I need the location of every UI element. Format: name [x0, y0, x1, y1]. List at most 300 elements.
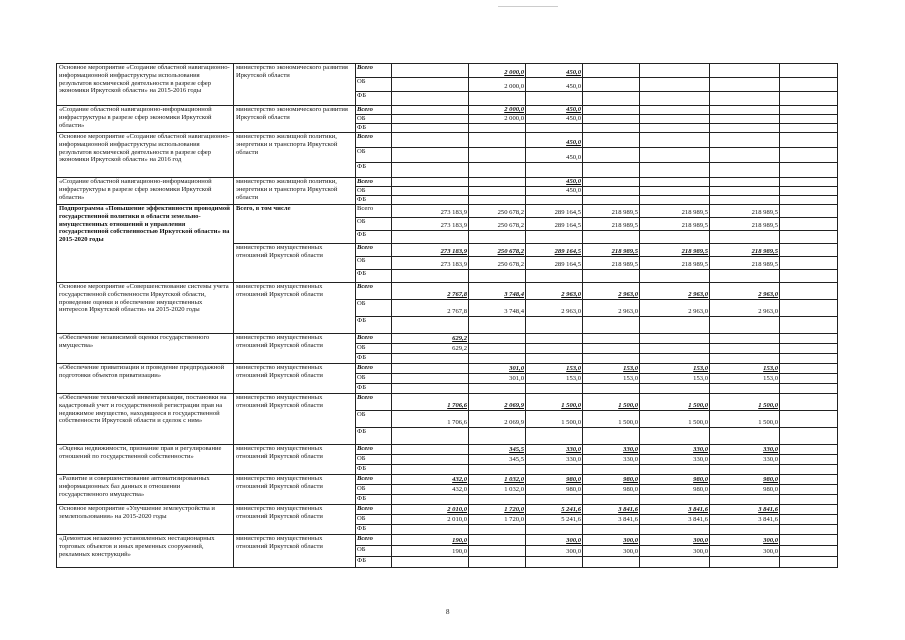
amount-cell [780, 270, 838, 283]
amount-cell [710, 384, 780, 394]
amount-cell [780, 205, 838, 218]
amount-cell [640, 495, 710, 505]
amount-cell [583, 64, 640, 78]
funding-source-cell: ФБ [356, 231, 392, 244]
amount-cell: 300,0 [583, 546, 640, 557]
amount-cell [392, 148, 469, 163]
amount-cell [583, 163, 640, 178]
amount-cell: 153,0 [583, 364, 640, 374]
amount-cell: 450,0 [526, 115, 583, 124]
amount-cell: 153,0 [640, 374, 710, 384]
amount-cell: 218 989,5 [640, 257, 710, 270]
amount-cell [392, 428, 469, 445]
activity-cell: «Оценка недвижимости, признание прав и регулирование отношений по государственной собственности» [57, 445, 234, 475]
amount-cell [469, 231, 526, 244]
amount-cell: 980,0 [710, 475, 780, 485]
amount-cell: 289 164,5 [526, 244, 583, 257]
amount-cell: 330,0 [583, 455, 640, 465]
amount-cell [780, 354, 838, 364]
amount-cell: 3 841,6 [710, 515, 780, 525]
funding-source-cell: ОБ [356, 485, 392, 495]
amount-cell [583, 344, 640, 354]
activity-cell: «Развитие и совершенствование автоматизированных информационных баз данных в отношении государственного имущества» [57, 475, 234, 505]
amount-cell [640, 465, 710, 475]
amount-cell: 980,0 [583, 475, 640, 485]
amount-cell [583, 187, 640, 196]
amount-cell [710, 557, 780, 568]
amount-cell [640, 124, 710, 133]
amount-cell [583, 384, 640, 394]
amount-cell: 450,0 [526, 64, 583, 78]
amount-cell: 980,0 [640, 485, 710, 495]
amount-cell: 5 241,6 [526, 515, 583, 525]
funding-source-cell: ФБ [356, 465, 392, 475]
amount-cell [640, 270, 710, 283]
amount-cell [392, 64, 469, 78]
amount-cell [640, 64, 710, 78]
amount-cell: 1 500,0 [710, 394, 780, 411]
amount-cell: 1 500,0 [583, 411, 640, 428]
amount-cell [710, 92, 780, 106]
amount-cell [780, 465, 838, 475]
activity-cell: «Создание областной навигационно-информационной инфраструктуры в разрезе сфер экономики Иркутской области» [57, 106, 234, 133]
amount-cell: 301,0 [469, 374, 526, 384]
amount-cell [392, 495, 469, 505]
table-row [57, 535, 838, 546]
amount-cell [526, 557, 583, 568]
funding-source-cell: ОБ [356, 257, 392, 270]
amount-cell [710, 64, 780, 78]
funding-source-cell: ФБ [356, 495, 392, 505]
amount-cell [710, 270, 780, 283]
amount-cell: 250 678,2 [469, 218, 526, 231]
funding-source-cell: Всего [356, 445, 392, 455]
funding-source-cell: ОБ [356, 411, 392, 428]
amount-cell [640, 334, 710, 344]
amount-cell [710, 196, 780, 205]
funding-source-cell: ФБ [356, 428, 392, 445]
amount-cell: 330,0 [583, 445, 640, 455]
amount-cell [710, 334, 780, 344]
amount-cell [526, 495, 583, 505]
amount-cell [526, 525, 583, 535]
funding-source-cell: Всего [356, 334, 392, 344]
amount-cell [392, 270, 469, 283]
amount-cell [526, 196, 583, 205]
activity-cell: «Обеспечение технической инвентаризации, постановки на кадастровый учет и государственной регистрации прав на недвижимое имущество, находящееся в государственной собственности Иркутской области и сделок с ним» [57, 394, 234, 445]
activity-cell: «Создание областной навигационно-информационной инфраструктуры в разрезе сфер экономики Иркутской области» [57, 178, 234, 205]
amount-cell [469, 317, 526, 334]
scan-mark [498, 6, 558, 7]
amount-cell [710, 317, 780, 334]
amount-cell [780, 546, 838, 557]
amount-cell [469, 187, 526, 196]
funding-source-cell: Всего [356, 64, 392, 78]
amount-cell: 218 989,5 [583, 257, 640, 270]
amount-cell: 300,0 [526, 546, 583, 557]
amount-cell: 218 989,5 [583, 244, 640, 257]
funding-source-cell: Всего [356, 394, 392, 411]
amount-cell [710, 78, 780, 92]
amount-cell [469, 334, 526, 344]
amount-cell: 218 989,5 [640, 218, 710, 231]
amount-cell [640, 231, 710, 244]
amount-cell [392, 163, 469, 178]
amount-cell [392, 557, 469, 568]
amount-cell: 3 841,6 [640, 505, 710, 515]
amount-cell: 2 767,8 [392, 300, 469, 317]
amount-cell: 450,0 [526, 78, 583, 92]
amount-cell: 289 164,5 [526, 205, 583, 218]
amount-cell [469, 465, 526, 475]
amount-cell [583, 115, 640, 124]
amount-cell [780, 344, 838, 354]
amount-cell [392, 525, 469, 535]
amount-cell [526, 344, 583, 354]
table-row [57, 106, 838, 115]
amount-cell: 1 720,0 [469, 515, 526, 525]
amount-cell: 980,0 [526, 475, 583, 485]
amount-cell: 2 963,0 [640, 283, 710, 300]
amount-cell: 3 748,4 [469, 300, 526, 317]
amount-cell: 2 000,0 [469, 64, 526, 78]
amount-cell [780, 64, 838, 78]
executor-cell: министерство экономического развития Иркутской области [234, 64, 356, 106]
amount-cell [780, 455, 838, 465]
amount-cell [583, 270, 640, 283]
amount-cell [469, 92, 526, 106]
amount-cell [780, 196, 838, 205]
funding-source-cell: ФБ [356, 270, 392, 283]
amount-cell [469, 163, 526, 178]
activity-cell: Основное мероприятие «Улучшение землеустройства и землепользования» на 2015-2020 годы [57, 505, 234, 535]
amount-cell: 153,0 [526, 374, 583, 384]
amount-cell: 300,0 [640, 535, 710, 546]
amount-cell: 450,0 [526, 106, 583, 115]
amount-cell [780, 374, 838, 384]
amount-cell: 273 183,9 [392, 205, 469, 218]
amount-cell [780, 124, 838, 133]
amount-cell: 153,0 [710, 374, 780, 384]
funding-source-cell: ОБ [356, 148, 392, 163]
amount-cell: 2 069,9 [469, 411, 526, 428]
amount-cell: 2 010,0 [392, 505, 469, 515]
amount-cell [710, 344, 780, 354]
funding-source-cell: ФБ [356, 354, 392, 364]
amount-cell: 2 963,0 [583, 283, 640, 300]
funding-source-cell: ФБ [356, 92, 392, 106]
budget-table [56, 63, 838, 568]
amount-cell [710, 354, 780, 364]
amount-cell: 1 500,0 [640, 411, 710, 428]
amount-cell [640, 148, 710, 163]
amount-cell [392, 455, 469, 465]
amount-cell: 2 963,0 [640, 300, 710, 317]
table-row [57, 205, 838, 218]
amount-cell: 2 963,0 [710, 300, 780, 317]
amount-cell [583, 334, 640, 344]
amount-cell [780, 187, 838, 196]
amount-cell [640, 106, 710, 115]
amount-cell [780, 317, 838, 334]
funding-source-cell: ОБ [356, 374, 392, 384]
table-row [57, 178, 838, 187]
amount-cell: 330,0 [710, 455, 780, 465]
amount-cell [526, 270, 583, 283]
amount-cell [392, 124, 469, 133]
amount-cell [583, 525, 640, 535]
funding-source-cell: Всего [356, 244, 392, 257]
amount-cell [526, 428, 583, 445]
amount-cell [710, 187, 780, 196]
amount-cell [640, 178, 710, 187]
funding-source-cell: Всего [356, 364, 392, 374]
amount-cell [710, 178, 780, 187]
amount-cell: 1 706,6 [392, 411, 469, 428]
amount-cell [392, 364, 469, 374]
funding-source-cell: Всего [356, 535, 392, 546]
amount-cell: 1 500,0 [583, 394, 640, 411]
executor-cell: министерство имущественных отношений Иркутской области [234, 244, 356, 283]
amount-cell [710, 231, 780, 244]
amount-cell: 330,0 [526, 445, 583, 455]
amount-cell [469, 270, 526, 283]
executor-cell: министерство имущественных отношений Иркутской области [234, 505, 356, 535]
amount-cell: 2 963,0 [583, 300, 640, 317]
amount-cell [392, 187, 469, 196]
amount-cell [469, 495, 526, 505]
amount-cell [780, 148, 838, 163]
funding-source-cell: ФБ [356, 196, 392, 205]
amount-cell: 629,2 [392, 344, 469, 354]
table-row [57, 283, 838, 300]
amount-cell [526, 231, 583, 244]
amount-cell: 980,0 [583, 485, 640, 495]
amount-cell: 2 000,0 [469, 115, 526, 124]
amount-cell [526, 92, 583, 106]
amount-cell [392, 78, 469, 92]
amount-cell: 450,0 [526, 133, 583, 148]
amount-cell: 250 678,2 [469, 257, 526, 270]
amount-cell: 330,0 [526, 455, 583, 465]
amount-cell [392, 92, 469, 106]
amount-cell: 2 963,0 [526, 283, 583, 300]
amount-cell: 1 032,0 [469, 475, 526, 485]
amount-cell [640, 317, 710, 334]
amount-cell: 300,0 [710, 546, 780, 557]
amount-cell: 3 748,4 [469, 283, 526, 300]
amount-cell: 153,0 [710, 364, 780, 374]
amount-cell [583, 196, 640, 205]
amount-cell [710, 163, 780, 178]
amount-cell [469, 148, 526, 163]
amount-cell [392, 317, 469, 334]
funding-source-cell: Всего [356, 133, 392, 148]
executor-cell: министерство имущественных отношений Иркутской области [234, 535, 356, 568]
funding-source-cell: ОБ [356, 344, 392, 354]
amount-cell [780, 244, 838, 257]
amount-cell: 190,0 [392, 535, 469, 546]
amount-cell [469, 344, 526, 354]
amount-cell [526, 465, 583, 475]
amount-cell [469, 535, 526, 546]
amount-cell: 1 500,0 [710, 411, 780, 428]
amount-cell: 330,0 [710, 445, 780, 455]
funding-source-cell: Всего [356, 178, 392, 187]
amount-cell [780, 92, 838, 106]
amount-cell [640, 525, 710, 535]
amount-cell: 301,0 [469, 364, 526, 374]
amount-cell: 218 989,5 [710, 218, 780, 231]
amount-cell [710, 525, 780, 535]
table-row [57, 394, 838, 411]
amount-cell: 5 241,6 [526, 505, 583, 515]
amount-cell [392, 354, 469, 364]
amount-cell [780, 257, 838, 270]
executor-cell: министерство жилищной политики, энергетики и транспорта Иркутской области [234, 133, 356, 178]
amount-cell [780, 525, 838, 535]
amount-cell [780, 384, 838, 394]
amount-cell [526, 124, 583, 133]
table-row [57, 64, 838, 78]
amount-cell [780, 115, 838, 124]
funding-source-cell: ОБ [356, 115, 392, 124]
amount-cell [710, 428, 780, 445]
amount-cell [469, 546, 526, 557]
executor-cell: министерство имущественных отношений Иркутской области [234, 394, 356, 445]
funding-source-cell: Всего [356, 475, 392, 485]
amount-cell [583, 231, 640, 244]
amount-cell [780, 300, 838, 317]
amount-cell [640, 78, 710, 92]
table-row [57, 475, 838, 485]
amount-cell: 273 183,9 [392, 218, 469, 231]
amount-cell: 289 164,5 [526, 218, 583, 231]
amount-cell [583, 495, 640, 505]
amount-cell: 330,0 [640, 455, 710, 465]
amount-cell: 300,0 [526, 535, 583, 546]
amount-cell: 218 989,5 [710, 244, 780, 257]
amount-cell [780, 411, 838, 428]
executor-cell: министерство экономического развития Иркутской области [234, 106, 356, 133]
activity-cell: Основное мероприятие «Совершенствование системы учета государственной собственности Иркутской области, проведение оценки и обеспечение имущественных интересов Иркутской области» на 2015-2020 годы [57, 283, 234, 334]
amount-cell [583, 428, 640, 445]
amount-cell: 300,0 [640, 546, 710, 557]
amount-cell [640, 196, 710, 205]
amount-cell [780, 475, 838, 485]
amount-cell: 980,0 [526, 485, 583, 495]
funding-source-cell: Всего [356, 283, 392, 300]
amount-cell: 300,0 [583, 535, 640, 546]
amount-cell: 218 989,5 [710, 257, 780, 270]
amount-cell: 1 706,6 [392, 394, 469, 411]
amount-cell [640, 92, 710, 106]
activity-cell: Основное мероприятие «Создание областной навигационно-информационной инфраструктуры использования результатов космической деятельности в разрезе сфер экономики Иркутской области» на 2016 год [57, 133, 234, 178]
amount-cell: 2 767,8 [392, 283, 469, 300]
amount-cell [780, 231, 838, 244]
amount-cell [640, 163, 710, 178]
amount-cell: 2 010,0 [392, 515, 469, 525]
amount-cell: 1 500,0 [640, 394, 710, 411]
table-row [57, 445, 838, 455]
amount-cell [469, 196, 526, 205]
amount-cell [640, 354, 710, 364]
amount-cell [583, 106, 640, 115]
amount-cell [526, 163, 583, 178]
amount-cell: 980,0 [710, 485, 780, 495]
amount-cell [392, 133, 469, 148]
funding-source-cell: ФБ [356, 163, 392, 178]
amount-cell: 218 989,5 [583, 218, 640, 231]
amount-cell [469, 178, 526, 187]
amount-cell [710, 106, 780, 115]
amount-cell [469, 133, 526, 148]
amount-cell [780, 557, 838, 568]
amount-cell [526, 384, 583, 394]
amount-cell [392, 106, 469, 115]
executor-cell: Всего, в том числе [234, 205, 356, 244]
amount-cell: 450,0 [526, 187, 583, 196]
amount-cell [392, 445, 469, 455]
amount-cell [583, 92, 640, 106]
amount-cell: 3 841,6 [640, 515, 710, 525]
activity-cell: «Обеспечение независимой оценки государственного имущества» [57, 334, 234, 364]
activity-cell: Основное мероприятие «Создание областной навигационно-информационной инфраструктуры использования результатов космической деятельности в разрезе сфер экономики Иркутской области» на 2015-2016 годы [57, 64, 234, 106]
amount-cell [583, 354, 640, 364]
amount-cell [469, 124, 526, 133]
amount-cell [392, 374, 469, 384]
amount-cell [583, 148, 640, 163]
activity-cell: «Демонтаж незаконно установленных нестационарных торговых объектов и иных временных сооружений, рекламных конструкций» [57, 535, 234, 568]
amount-cell [780, 394, 838, 411]
amount-cell: 3 841,6 [583, 505, 640, 515]
amount-cell [640, 187, 710, 196]
amount-cell [780, 535, 838, 546]
amount-cell: 1 032,0 [469, 485, 526, 495]
amount-cell [469, 354, 526, 364]
amount-cell [640, 344, 710, 354]
amount-cell [640, 384, 710, 394]
amount-cell [526, 317, 583, 334]
amount-cell: 3 841,6 [583, 515, 640, 525]
activity-cell: «Обеспечение приватизации и проведение предпродажной подготовки объектов приватизации» [57, 364, 234, 394]
amount-cell: 153,0 [640, 364, 710, 374]
funding-source-cell: Всего [356, 505, 392, 515]
amount-cell [583, 178, 640, 187]
amount-cell [710, 148, 780, 163]
amount-cell [710, 465, 780, 475]
budget-table-body [57, 64, 838, 568]
amount-cell [640, 428, 710, 445]
executor-cell: министерство жилищной политики, энергетики и транспорта Иркутской области [234, 178, 356, 205]
amount-cell: 2 000,0 [469, 106, 526, 115]
amount-cell [583, 124, 640, 133]
amount-cell: 2 000,0 [469, 78, 526, 92]
amount-cell [392, 115, 469, 124]
funding-source-cell: ФБ [356, 124, 392, 133]
executor-cell: министерство имущественных отношений Иркутской области [234, 475, 356, 505]
table-row [57, 364, 838, 374]
amount-cell: 218 989,5 [710, 205, 780, 218]
amount-cell: 1 500,0 [526, 394, 583, 411]
amount-cell [392, 384, 469, 394]
amount-cell: 218 989,5 [583, 205, 640, 218]
page-number: 8 [446, 608, 450, 616]
amount-cell [780, 485, 838, 495]
executor-cell: министерство имущественных отношений Иркутской области [234, 364, 356, 394]
amount-cell: 1 500,0 [526, 411, 583, 428]
funding-source-cell: ОБ [356, 218, 392, 231]
